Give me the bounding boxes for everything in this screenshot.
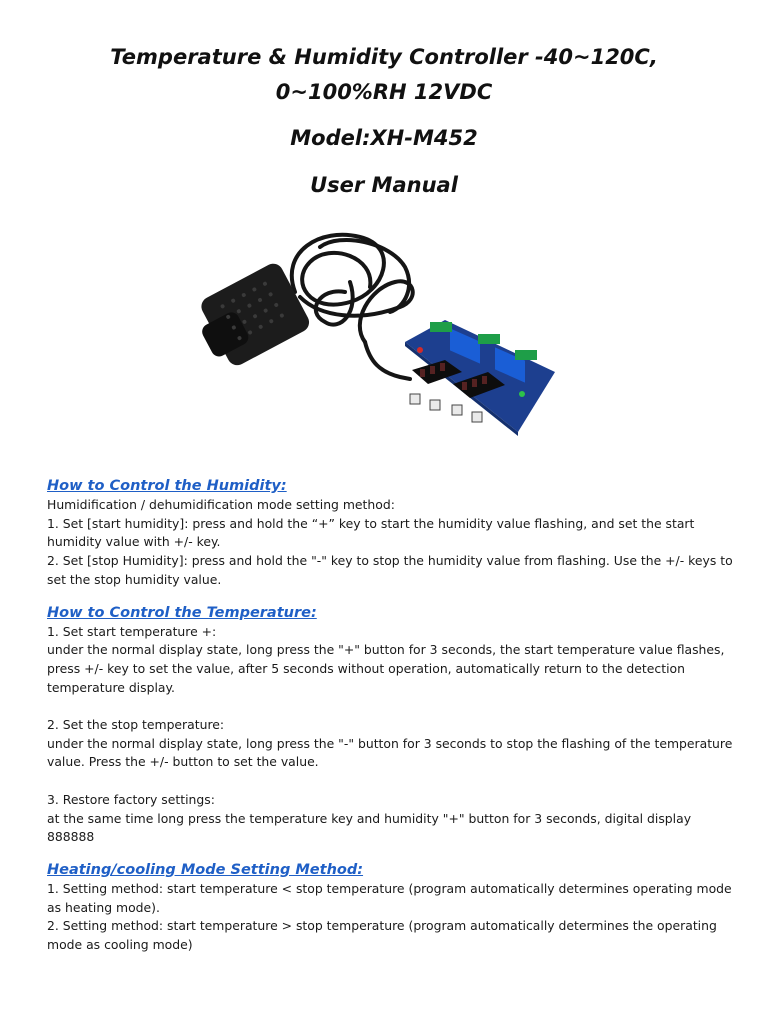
document-title xyxy=(0,40,768,203)
mode-heading: Heating/cooling Mode Setting Method: xyxy=(47,861,364,878)
manual-subtitle: User Manual xyxy=(310,173,458,197)
mode-line: 1. Setting method: start temperature < stop temperature (program automatically determines operating mode as heating mode). xyxy=(47,880,732,915)
humidity-line: 1. Set [start humidity]: press and hold the “+” key to start the humidity value flashing, and set the start humidity value with +/- key. xyxy=(47,515,695,550)
temperature-heading: How to Control the Temperature: xyxy=(47,604,317,621)
manual-body xyxy=(47,476,737,955)
sensor-cable xyxy=(292,235,413,379)
mode-section xyxy=(47,860,737,955)
temperature-section xyxy=(47,603,737,847)
humidity-line: 2. Set [stop Humidity]: press and hold the "-" key to stop the humidity value from flashing. Use the +/- keys to set the stop humidity value. xyxy=(47,553,733,587)
title-line-2: 0~100%RH 12VDC xyxy=(275,80,493,104)
model-number: Model:XH-M452 xyxy=(290,126,478,150)
factory-reset-body: at the same time long press the temperature key and humidity "+" button for 3 seconds, digital display 888888 xyxy=(47,810,692,845)
humidity-heading: How to Control the Humidity: xyxy=(47,478,287,494)
product-photo xyxy=(200,222,570,440)
start-temp-body: under the normal display state, long press the "+" button for 3 seconds, the start temperature value flashes, press +/- key to set the value, after 5 seconds without operation, automatically return to the detection temperature display. xyxy=(47,642,725,695)
controller-board xyxy=(405,320,555,436)
stop-temp-body: under the normal display state, long press the "-" button for 3 seconds to stop the flashing of the temperature value. Press the +/- button to set the value. xyxy=(47,735,733,770)
title-line-1: Temperature & Humidity Controller -40~120C, xyxy=(110,45,658,69)
mode-line: 2. Setting method: start temperature > stop temperature (program automatically determines the operating mode as cooling mode) xyxy=(47,918,717,953)
humidity-line: Humidification / dehumidification mode setting method: xyxy=(47,497,395,512)
factory-reset-title: 3. Restore factory settings: xyxy=(47,791,215,807)
humidity-sensor-probe xyxy=(200,260,313,368)
humidity-section xyxy=(47,476,737,590)
start-temp-title: 1. Set start temperature +: xyxy=(47,623,217,639)
stop-temp-title: 2. Set the stop temperature: xyxy=(47,717,225,733)
